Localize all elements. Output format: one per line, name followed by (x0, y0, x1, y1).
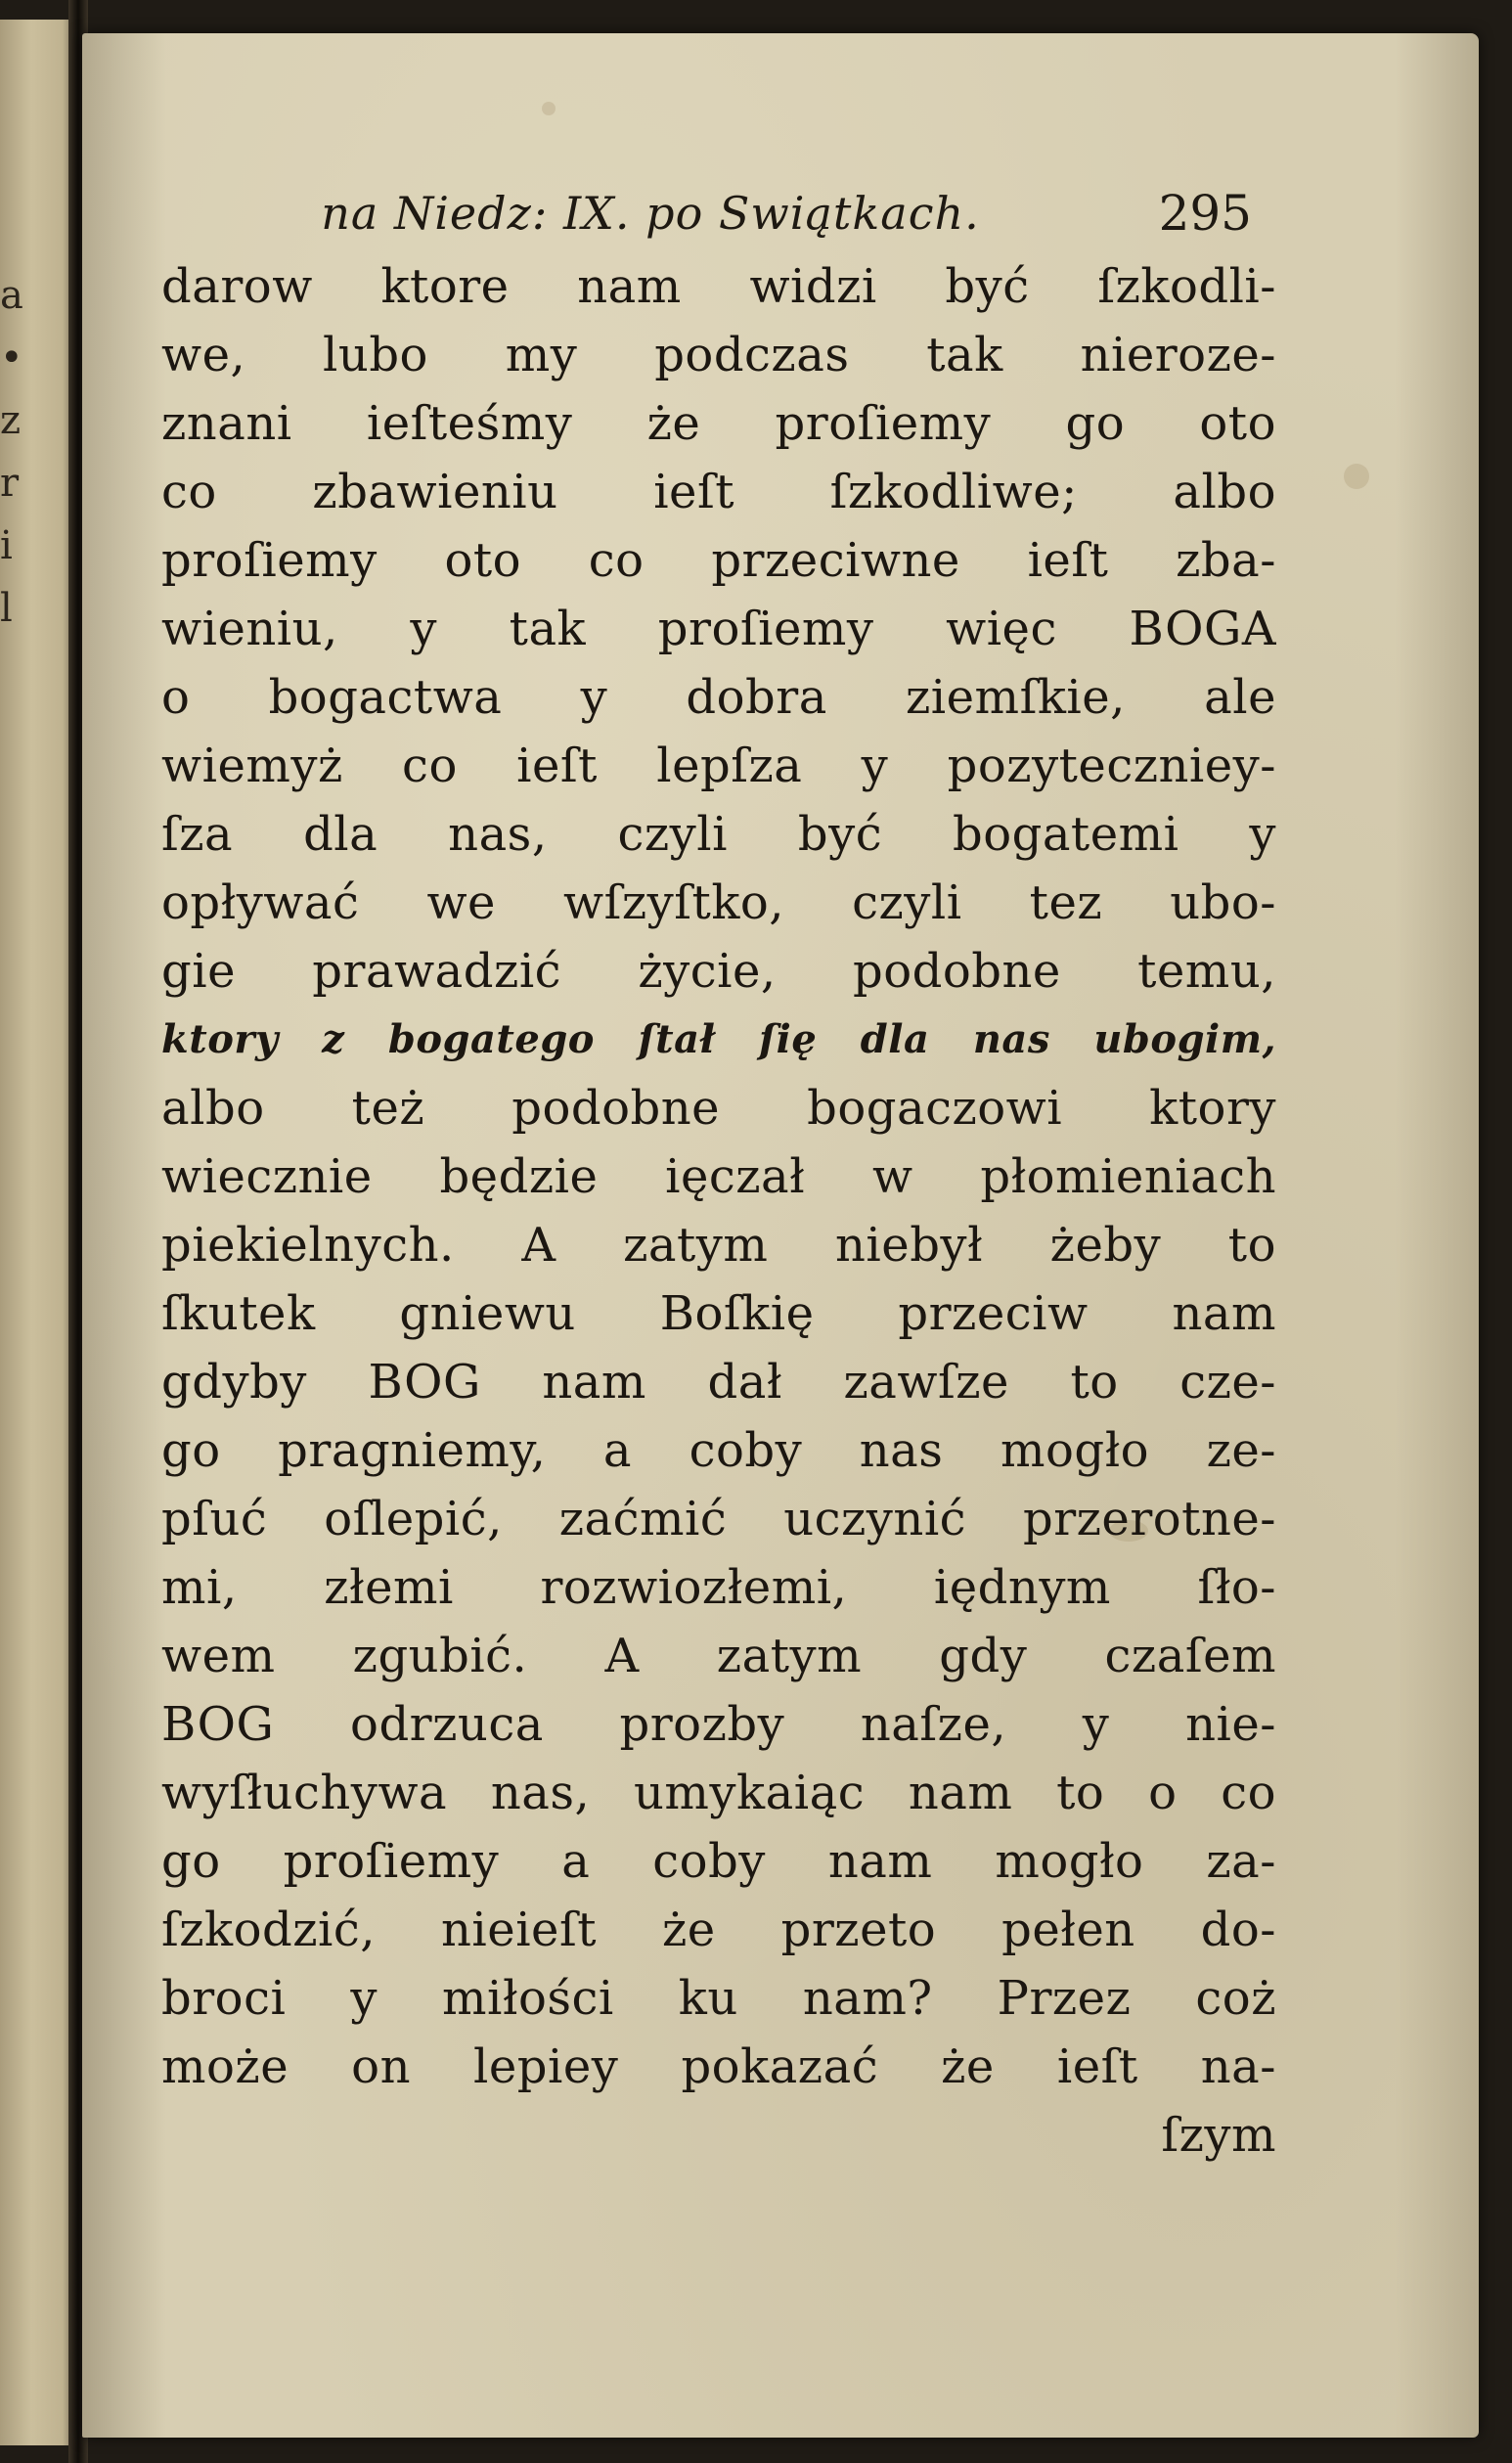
text-line: proſiemy oto co przeciwne ieſt zba- (161, 533, 1276, 588)
text-line: we, lubo my podczas tak nieroze- (161, 328, 1276, 382)
text-line: wem zgubić. A zatym gdy czaſem (161, 1629, 1276, 1683)
paper-stain (542, 102, 556, 115)
text-line: wiecznie będzie ięczał w płomieniach (161, 1149, 1276, 1204)
text-line: ſkutek gniewu Boſkię przeciw nam (161, 1286, 1276, 1341)
text-line: broci y miłości ku nam? Przez coż (161, 1971, 1276, 2026)
page-body (161, 252, 1276, 2170)
text-line: o bogactwa y dobra ziemſkie, ale (161, 670, 1276, 725)
text-line: wieniu, y tak proſiemy więc BOGA (161, 602, 1276, 656)
page-header (186, 174, 1252, 252)
text-line: darow ktore nam widzi być ſzkodli- (161, 259, 1276, 314)
previous-page-fragments (0, 264, 23, 640)
text-line: go proſiemy a coby nam mogło za- (161, 1834, 1276, 1889)
text-line: znani ieſteśmy że proſiemy go oto (161, 396, 1276, 451)
text-line: ſza dla nas, czyli być bogatemi y (161, 807, 1276, 862)
text-line: wiemyż co ieſt lepſza y pozyteczniey- (161, 739, 1276, 793)
previous-page-edge (0, 20, 78, 2445)
text-line: go pragniemy, a coby nas mogło ze- (161, 1423, 1276, 1478)
running-head: na Niedz: IX. po Swiątkach. (321, 187, 980, 240)
text-line: opływać we wſzyſtko, czyli tez ubo- (161, 875, 1276, 930)
text-line: ſzkodzić, nieieſt że przeto pełen do- (161, 1903, 1276, 1957)
margin-fragment: l (0, 586, 13, 631)
text-line: gdyby BOG nam dał zawſze to cze- (161, 1355, 1276, 1410)
text-line: piekielnych. A zatym niebył żeby to (161, 1218, 1276, 1273)
margin-fragment: z (0, 398, 22, 443)
margin-fragment: a (0, 273, 23, 318)
text-line: może on lepiey pokazać że ieſt na- (161, 2039, 1276, 2094)
text-line: BOG odrzuca prozby naſze, y nie- (161, 1697, 1276, 1752)
margin-fragment: i (0, 523, 13, 568)
text-line: mi, złemi rozwiozłemi, iędnym ſło- (161, 1560, 1276, 1615)
margin-fragment: r (0, 461, 20, 506)
text-line: pſuć oſlepić, zaćmić uczynić przerotne- (161, 1492, 1276, 1546)
paper-stain (1344, 464, 1369, 489)
margin-fragment: • (0, 336, 23, 381)
text-line: albo też podobne bogaczowi ktory (161, 1081, 1276, 1136)
text-line: co zbawieniu ieſt ſzkodliwe; albo (161, 465, 1276, 519)
page-number: 295 (1158, 185, 1252, 242)
catchword: ſzym (1161, 2108, 1276, 2163)
italic-quote-line: ktory z bogatego ſtał ſię dla nas ubogim, (161, 1016, 1276, 1062)
text-line: gie prawadzić życie, podobne temu, (161, 944, 1276, 999)
text-line: wyſłuchywa nas, umykaiąc nam to o co (161, 1766, 1276, 1820)
